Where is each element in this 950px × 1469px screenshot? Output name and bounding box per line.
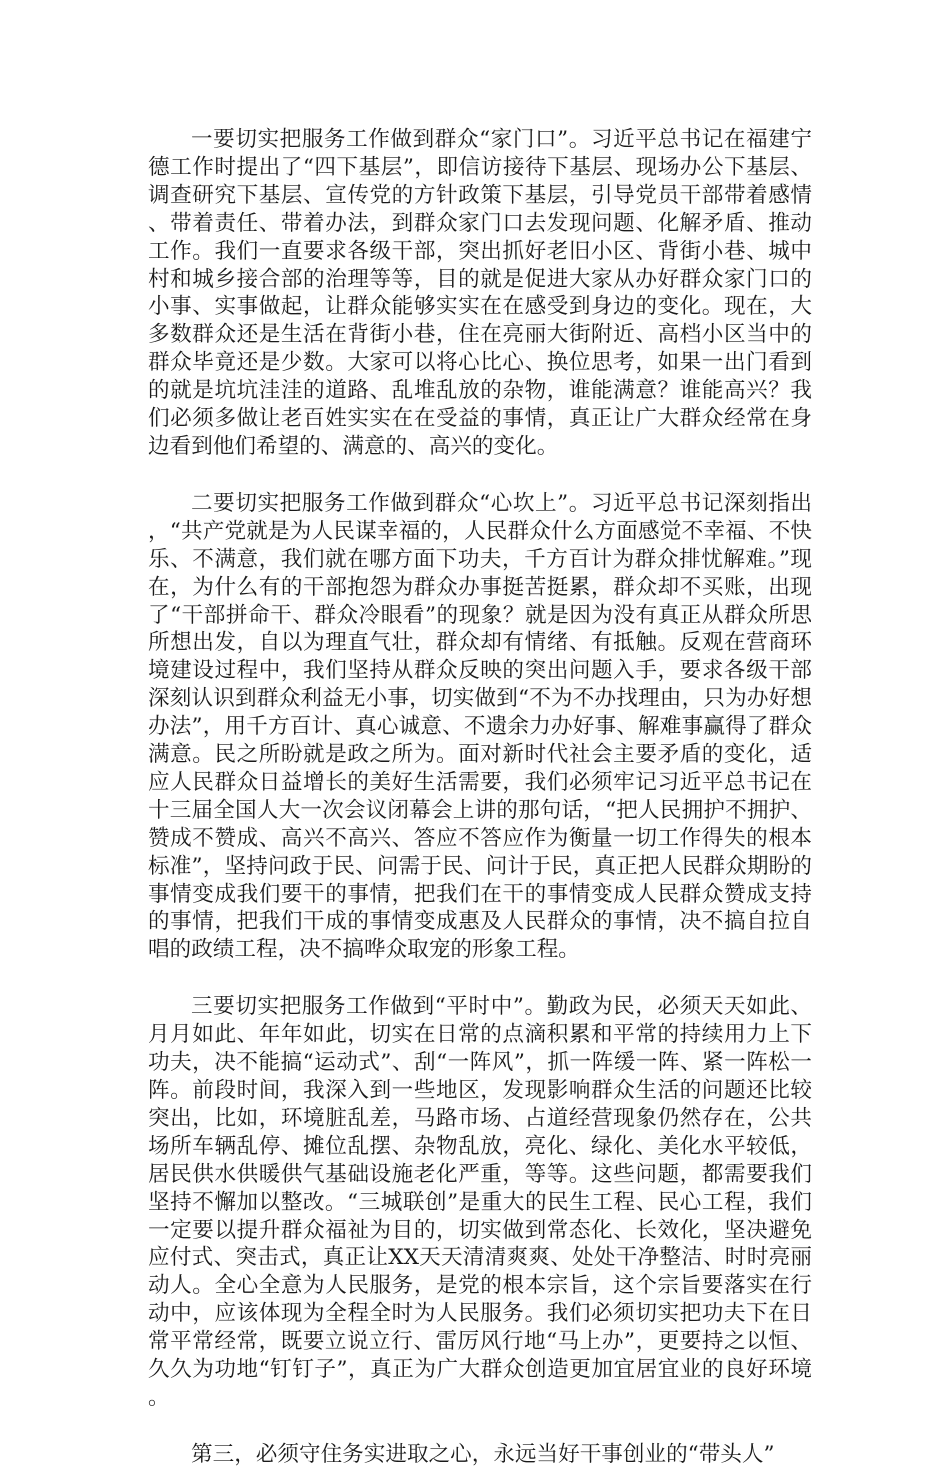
paragraph-3: 三要切实把服务工作做到“平时中”。勤政为民，必须天天如此、月月如此、年年如此，切实在日常的点滴积累和平常的持续用力上下功夫，决不能搞“运动式”、刮“一阵风”，抓一阵缓一阵、紧一阵松一阵。前段时间，我深入到一些地区，发现影响群众生活的问题还比较突出，比如，环境脏乱差，马路市场、占道经营现象仍然存在，公共场所车辆乱停、摊位乱摆、杂物乱放，亮化、绿化、美化水平较低，居民供水供暖供气基础设施老化严重，等等。这些问题，都需要我们坚持不懈加以整改。“三城联创”是重大的民生工程、民心工程，我们一定要以提升群众福祉为目的，切实做到常态化、长效化，坚决避免应付式、突击式，真正让XX天天清清爽爽、处处干净整洁、时时亮丽动人。全心全意为人民服务，是党的根本宗旨，这个宗旨要落实在行动中，应该体现为全程全时为人民服务。我们必须切实把功夫下在日常平常经常，既要立说立行、雷厉风行地“马上办”，更要持之以恒、久久为功地“钉钉子”，真正为广大群众创造更加宜居宜业的良好环境。 — [148, 994, 812, 1410]
document-page — [148, 126, 812, 1469]
paragraph-1: 一要切实把服务工作做到群众“家门口”。习近平总书记在福建宁德工作时提出了“四下基层”，即信访接待下基层、现场办公下基层、调查研究下基层、宣传党的方针政策下基层，引导党员干部带着感情、带着责任、带着办法，到群众家门口去发现问题、化解矛盾、推动工作。我们一直要求各级干部，突出抓好老旧小区、背街小巷、城中村和城乡接合部的治理等等，目的就是促进大家从办好群众家门口的小事、实事做起，让群众能够实实在在感受到身边的变化。现在，大多数群众还是生活在背街小巷，住在亮丽大街附近、高档小区当中的群众毕竟还是少数。大家可以将心比心、换位思考，如果一出门看到的就是坑坑洼洼的道路、乱堆乱放的杂物，谁能满意？谁能高兴？我们必须多做让老百姓实实在在受益的事情，真正让广大群众经常在身边看到他们希望的、满意的、高兴的变化。 — [148, 127, 812, 459]
paragraph-2: 二要切实把服务工作做到群众“心坎上”。习近平总书记深刻指出，“共产党就是为人民谋幸福的，人民群众什么方面感觉不幸福、不快乐、不满意，我们就在哪方面下功夫，千方百计为群众排忧解难。”现在，为什么有的干部抱怨为群众办事挺苦挺累，群众却不买账，出现了“干部拼命干、群众冷眼看”的现象？就是因为没有真正从群众所思所想出发，自以为理直气壮，群众却有情绪、有抵触。反观在营商环境建设过程中，我们坚持从群众反映的突出问题入手，要求各级干部深刻认识到群众利益无小事，切实做到“不为不办找理由，只为办好想办法”，用千方百计、真心诚意、不遗余力办好事、解难事赢得了群众满意。民之所盼就是政之所为。面对新时代社会主要矛盾的变化，适应人民群众日益增长的美好生活需要，我们必须牢记习近平总书记在十三届全国人大一次会议闭幕会上讲的那句话，“把人民拥护不拥护、赞成不赞成、高兴不高兴、答应不答应作为衡量一切工作得失的根本标准”，坚持问政于民、问需于民、问计于民，真正把人民群众期盼的事情变成我们要干的事情，把我们在干的事情变成人民群众赞成支持的事情，把我们干成的事情变成惠及人民群众的事情，决不搞自拉自唱的政绩工程，决不搞哗众取宠的形象工程。 — [148, 490, 812, 963]
section-heading: 第三，必须守住务实进取之心，永远当好干事创业的“带头人” — [191, 1441, 775, 1467]
